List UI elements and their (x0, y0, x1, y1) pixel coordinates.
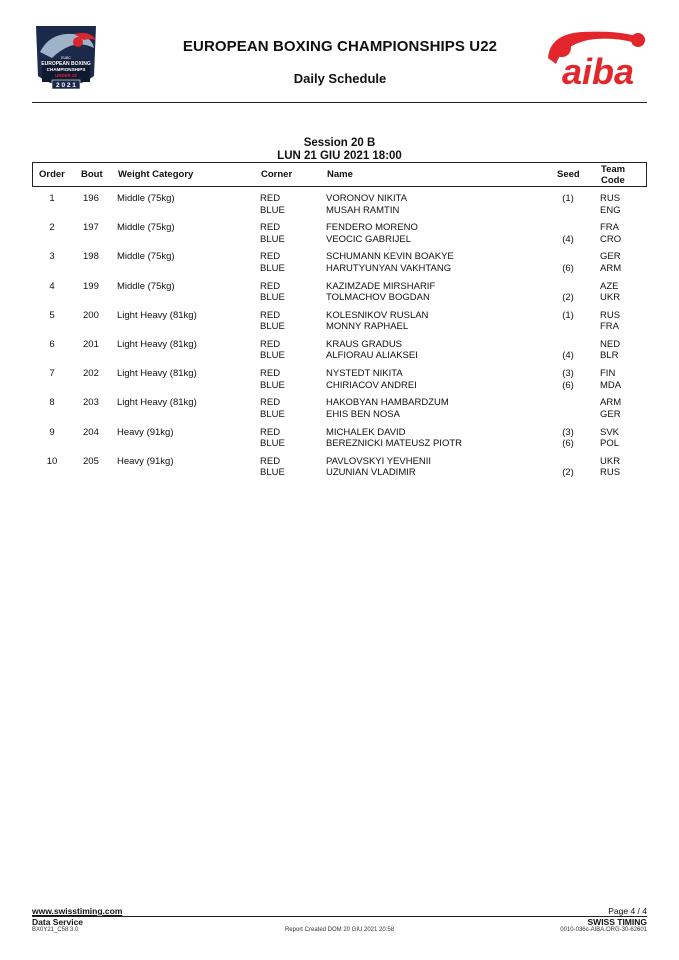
blue-team-code: GER (600, 408, 621, 420)
team-code-cell (600, 251, 621, 274)
page-title: EUROPEAN BOXING CHAMPIONSHIPS U22 (182, 38, 498, 55)
corner-cell (260, 251, 285, 274)
table-row (32, 397, 647, 426)
blue-boxer-name: MUSAH RAMTIN (326, 204, 400, 216)
table-row (32, 368, 647, 397)
order-cell: 6 (49, 338, 55, 350)
aiba-logo (542, 28, 648, 90)
order-cell: 7 (49, 368, 55, 380)
corner-cell (260, 222, 285, 245)
table-row (32, 339, 647, 368)
blue-seed (560, 321, 576, 333)
team-code-cell (600, 427, 619, 450)
table-row (32, 427, 647, 456)
red-team-code: NED (600, 338, 621, 350)
seed-cell (560, 193, 576, 216)
table-row (32, 222, 647, 251)
red-team-code: FRA (600, 222, 619, 234)
blue-boxer-name: CHIRIACOV ANDREI (326, 379, 417, 391)
order-cell: 9 (49, 426, 55, 438)
corner-cell (260, 193, 285, 216)
footer-reference: 0010-036c-AIBA.ORG-30-62601 (560, 927, 647, 933)
bout-cell: 196 (83, 193, 99, 204)
boxer-names-cell (326, 397, 449, 420)
red-team-code: RUS (600, 309, 621, 321)
col-order: Order (39, 169, 65, 180)
boxer-names-cell (326, 456, 431, 479)
page-subtitle: Daily Schedule (293, 71, 387, 86)
svg-text:UNDER 22: UNDER 22 (55, 73, 77, 78)
seed-cell (560, 310, 576, 333)
bout-cell: 199 (83, 280, 99, 292)
team-code-cell (600, 339, 620, 362)
bout-cell: 197 (83, 222, 99, 234)
order-cell: 1 (49, 193, 55, 204)
corner-cell (260, 310, 285, 333)
col-weight: Weight Category (118, 169, 194, 180)
corner-red-label: RED (260, 222, 281, 234)
svg-text:CHAMPIONSHIPS: CHAMPIONSHIPS (46, 67, 86, 72)
svg-text:2 0 2 1: 2 0 2 1 (56, 82, 76, 89)
blue-seed (560, 409, 576, 421)
corner-blue-label: BLUE (260, 438, 285, 449)
blue-seed: (2) (562, 292, 574, 304)
blue-team-code: ARM (600, 262, 622, 274)
red-team-code: UKR (600, 455, 621, 467)
footer-report-created: Report Created DOM 20 GIU 2021 20:58 (284, 927, 395, 933)
seed-cell (560, 339, 576, 362)
corner-cell (260, 456, 285, 479)
blue-seed: (6) (562, 438, 574, 449)
blue-boxer-name: UZUNIAN VLADIMIR (326, 467, 416, 479)
red-team-code: FIN (600, 368, 616, 380)
red-team-code: ARM (600, 397, 622, 409)
weight-category-cell: Light Heavy (81kg) (117, 368, 197, 380)
boxer-names-cell (326, 222, 418, 245)
col-seed: Seed (557, 169, 580, 180)
seed-cell (560, 456, 576, 479)
footer-data-service: Data Service (32, 917, 84, 927)
blue-boxer-name: EHIS BEN NOSA (326, 408, 400, 420)
session-date: LUN 21 GIU 2021 18:00 (277, 150, 402, 162)
weight-category-cell: Middle (75kg) (117, 280, 175, 292)
blue-seed (560, 205, 576, 217)
blue-boxer-name: VEOCIC GABRIJEL (326, 233, 411, 245)
corner-red-label: RED (260, 338, 281, 350)
bout-cell: 205 (83, 455, 99, 467)
footer-divider (32, 916, 647, 917)
corner-red-label: RED (260, 309, 281, 321)
red-team-code: RUS (600, 193, 621, 204)
red-boxer-name: KOLESNIKOV RUSLAN (326, 309, 429, 321)
weight-category-cell: Middle (75kg) (117, 251, 175, 263)
table-header (32, 162, 647, 187)
blue-team-code: FRA (600, 321, 619, 333)
red-seed (560, 397, 576, 409)
svg-text:aiba: aiba (561, 51, 635, 90)
col-bout: Bout (81, 169, 103, 180)
bout-cell: 201 (83, 338, 99, 350)
blue-team-code: MDA (600, 379, 622, 391)
table-row (32, 251, 647, 280)
col-name: Name (327, 169, 353, 180)
red-boxer-name: KAZIMZADE MIRSHARIF (326, 280, 436, 292)
footer-swiss-timing: SWISS TIMING (587, 917, 647, 927)
blue-team-code: BLR (600, 350, 619, 362)
corner-cell (260, 368, 285, 391)
order-cell: 8 (49, 397, 55, 409)
weight-category-cell: Heavy (91kg) (117, 455, 174, 467)
weight-category-cell: Middle (75kg) (117, 222, 175, 234)
blue-seed: (4) (562, 350, 574, 362)
session-name: Session 20 B (303, 137, 376, 149)
footer-doc-code: BX0Y21_C58 3.0 (32, 927, 79, 933)
team-code-cell (600, 222, 621, 245)
table-row (32, 193, 647, 222)
blue-boxer-name: TOLMACHOV BOGDAN (326, 292, 430, 304)
blue-team-code: ENG (600, 204, 621, 216)
blue-seed: (2) (562, 467, 574, 479)
bout-cell: 204 (83, 426, 99, 438)
red-seed: (1) (562, 193, 574, 204)
corner-red-label: RED (260, 193, 281, 204)
col-team-code: Team Code (601, 163, 626, 186)
team-code-cell (600, 281, 620, 304)
team-code-cell (600, 456, 620, 479)
bout-cell: 202 (83, 368, 99, 380)
blue-boxer-name: MONNY RAPHAEL (326, 321, 409, 333)
svg-text:EUBC: EUBC (61, 56, 71, 60)
red-team-code: SVK (600, 426, 620, 438)
red-boxer-name: VORONOV NIKITA (326, 193, 408, 204)
corner-red-label: RED (260, 280, 281, 292)
footer-page-number: Page 4 / 4 (608, 906, 647, 916)
boxer-names-cell (326, 368, 417, 391)
boxer-names-cell (326, 310, 428, 333)
championship-logo (30, 22, 102, 98)
order-cell: 3 (49, 251, 55, 263)
blue-team-code: UKR (600, 292, 621, 304)
corner-blue-label: BLUE (260, 233, 285, 245)
order-cell: 5 (49, 309, 55, 321)
red-team-code: GER (600, 251, 621, 263)
bout-cell: 200 (83, 309, 99, 321)
boxer-names-cell (326, 427, 462, 450)
table-row (32, 281, 647, 310)
blue-team-code: POL (600, 438, 620, 449)
order-cell: 10 (46, 455, 58, 467)
red-boxer-name: MICHALEK DAVID (326, 426, 406, 438)
corner-blue-label: BLUE (260, 321, 285, 333)
corner-cell (260, 427, 285, 450)
red-boxer-name: HAKOBYAN HAMBARDZUM (326, 397, 449, 409)
blue-boxer-name: HARUTYUNYAN VAKHTANG (326, 262, 452, 274)
blue-seed: (6) (562, 379, 574, 391)
order-cell: 2 (49, 222, 55, 234)
boxer-names-cell (326, 251, 454, 274)
seed-cell (560, 427, 576, 450)
red-seed (560, 456, 576, 468)
footer-website-link[interactable]: www.swisstiming.com (32, 906, 123, 916)
boxer-names-cell (326, 339, 418, 362)
table-row (32, 456, 647, 485)
blue-team-code: RUS (600, 467, 621, 479)
corner-cell (260, 339, 285, 362)
team-code-cell (600, 397, 621, 420)
schedule-table-body (32, 193, 647, 485)
team-code-cell (600, 310, 620, 333)
team-code-cell (600, 368, 621, 391)
header-divider (32, 102, 647, 103)
seed-cell (560, 368, 576, 391)
team-code-cell (600, 193, 621, 216)
table-row (32, 310, 647, 339)
session-heading (32, 137, 647, 163)
corner-blue-label: BLUE (260, 467, 285, 479)
seed-cell (560, 222, 576, 245)
boxer-names-cell (326, 281, 435, 304)
blue-boxer-name: BEREZNICKI MATEUSZ PIOTR (326, 438, 463, 449)
corner-blue-label: BLUE (260, 379, 285, 391)
red-boxer-name: KRAUS GRADUS (326, 338, 403, 350)
red-boxer-name: NYSTEDT NIKITA (326, 368, 403, 380)
blue-boxer-name: ALFIORAU ALIAKSEI (326, 350, 418, 362)
corner-cell (260, 397, 285, 420)
red-seed: (1) (562, 309, 574, 321)
svg-text:EUROPEAN BOXING: EUROPEAN BOXING (41, 61, 91, 67)
corner-red-label: RED (260, 426, 281, 438)
corner-red-label: RED (260, 397, 281, 409)
corner-red-label: RED (260, 455, 281, 467)
red-team-code: AZE (600, 280, 619, 292)
seed-cell (560, 281, 576, 304)
seed-cell (560, 397, 576, 420)
corner-blue-label: BLUE (260, 350, 285, 362)
bout-cell: 203 (83, 397, 99, 409)
red-seed: (3) (562, 368, 574, 380)
blue-seed: (6) (562, 262, 574, 274)
corner-blue-label: BLUE (260, 292, 285, 304)
weight-category-cell: Heavy (91kg) (117, 426, 174, 438)
order-cell: 4 (49, 280, 55, 292)
weight-category-cell: Light Heavy (81kg) (117, 397, 197, 409)
red-seed (560, 222, 576, 234)
red-boxer-name: FENDERO MORENO (326, 222, 418, 234)
bout-cell: 198 (83, 251, 99, 263)
seed-cell (560, 251, 576, 274)
corner-blue-label: BLUE (260, 204, 285, 216)
weight-category-cell: Light Heavy (81kg) (117, 309, 197, 321)
red-boxer-name: SCHUMANN KEVIN BOAKYE (326, 251, 454, 263)
corner-cell (260, 281, 285, 304)
corner-red-label: RED (260, 251, 281, 263)
blue-seed: (4) (562, 233, 574, 245)
weight-category-cell: Middle (75kg) (117, 193, 175, 204)
boxer-names-cell (326, 193, 407, 216)
blue-team-code: CRO (600, 233, 622, 245)
corner-blue-label: BLUE (260, 408, 285, 420)
corner-blue-label: BLUE (260, 262, 285, 274)
red-seed (560, 281, 576, 293)
corner-red-label: RED (260, 368, 281, 380)
red-seed: (3) (562, 426, 574, 438)
red-boxer-name: PAVLOVSKYI YEVHENII (326, 455, 432, 467)
red-seed (560, 339, 576, 351)
col-corner: Corner (261, 169, 293, 180)
weight-category-cell: Light Heavy (81kg) (117, 338, 197, 350)
red-seed (560, 251, 576, 263)
